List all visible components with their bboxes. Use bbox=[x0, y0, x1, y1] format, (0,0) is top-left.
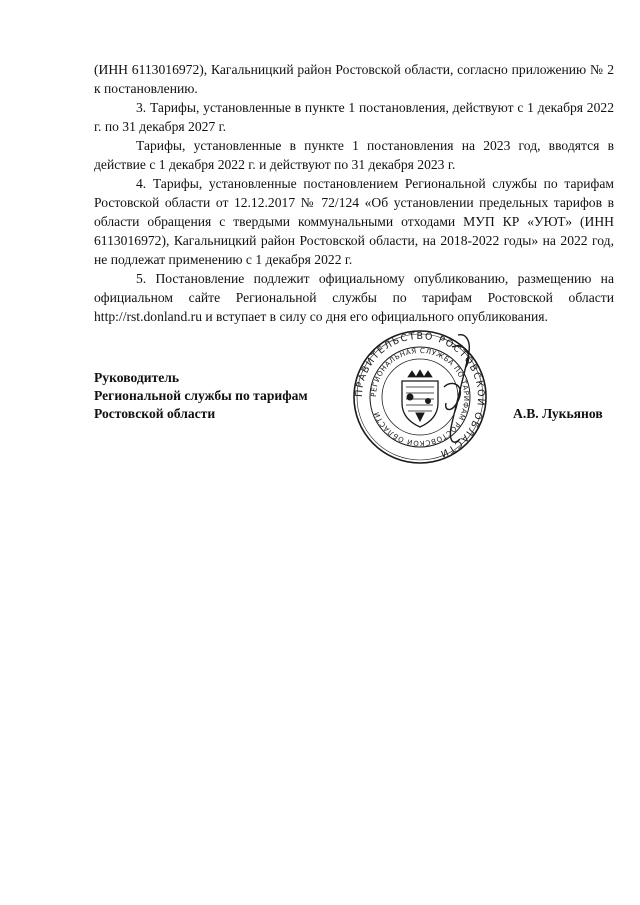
document-body bbox=[94, 60, 614, 326]
signatory-position bbox=[94, 369, 308, 423]
paragraph-3: Тарифы, установленные в пункте 1 постановления на 2023 год, вводятся в действие с 1 декабря 2022 г. и действуют по 31 декабря 2023 г. bbox=[94, 138, 614, 172]
paragraph-1: (ИНН 6113016972), Кагальницкий район Ростовской области, согласно приложению № 2 к постановлению. bbox=[94, 62, 614, 96]
official-seal bbox=[340, 327, 500, 467]
position-line-1: Руководитель bbox=[94, 370, 180, 385]
paragraph-4: 4. Тарифы, установленные постановлением Региональной службы по тарифам Ростовской области от 12.12.2017 № 72/124 «Об установлении предельных тарифов в области обращения с твердыми коммунальными отходами МУП КР «УЮТ» (ИНН 6113016972), Кагальницкий район Ростовской области, на 2018-2022 годы» на 2022 год, не подлежат применению с 1 декабря 2022 г. bbox=[94, 176, 614, 267]
paragraph-5: 5. Постановление подлежит официальному опубликованию, размещению на официальном сайте Региональной службы по тарифам Ростовской области http://rst.donland.ru и вступает в силу со дня его официального опубликования. bbox=[94, 271, 614, 324]
signatory-name: А.В. Лукьянов bbox=[513, 406, 603, 421]
seal-emblem bbox=[402, 370, 438, 427]
seal-outer-text: ПРАВИТЕЛЬСТВО РОСТОВСКОЙ ОБЛАСТИ bbox=[353, 330, 487, 460]
position-line-2: Региональной службы по тарифам bbox=[94, 388, 308, 403]
svg-text:РЕГИОНАЛЬНАЯ СЛУЖБА ПО ТАРИФАМ bbox=[370, 347, 470, 447]
paragraph-2: 3. Тарифы, установленные в пункте 1 постановления, действуют с 1 декабря 2022 г. по 31 декабря 2027 г. bbox=[94, 100, 614, 134]
seal-inner-text: РЕГИОНАЛЬНАЯ СЛУЖБА ПО ТАРИФАМ РОСТОВСКОЙ ОБЛАСТИ bbox=[369, 346, 471, 448]
position-line-3: Ростовской области bbox=[94, 406, 216, 421]
